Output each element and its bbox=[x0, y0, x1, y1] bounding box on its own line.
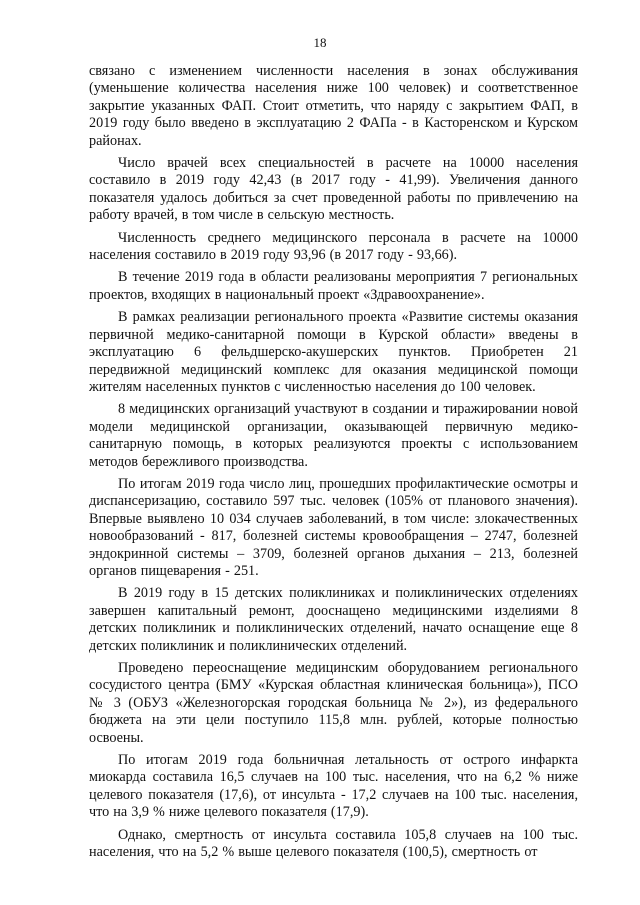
paragraph-10: По итогам 2019 года больничная летальность от острого инфаркта миокарда составила 16,5 случаев на 100 тыс. населения, что на 6,2 % ниже целевого показателя (17,6), от инсульта - 17,2 случаев на 100 тыс. населения, что на 3,9 % ниже целевого показателя (17,9). bbox=[89, 752, 578, 821]
paragraph-11: Однако, смертность от инсульта составила 105,8 случаев на 100 тыс. населения, что на 5,2 % выше целевого показателя (100,5), смертность от bbox=[89, 826, 578, 861]
paragraph-8: В 2019 году в 15 детских поликлиниках и поликлинических отделениях завершен капитальный ремонт, дооснащено медицинскими изделиями 8 детских поликлиник и поликлинических отделений, начато оснащение еще 8 детских поликлиник и поликлинических отделений. bbox=[89, 585, 578, 654]
page-number: 18 bbox=[313, 35, 327, 50]
paragraph-9: Проведено переоснащение медицинским оборудованием регионального сосудистого центра (БМУ «Курская областная клиническая больница»), ПСО № 3 (ОБУЗ «Железногорская городская больница № 2»), из федерального бюджета на эти цели поступило 115,8 млн. рублей, которые полностью освоены. bbox=[89, 660, 578, 746]
paragraph-5: В рамках реализации регионального проекта «Развитие системы оказания первичной медико-санитарной помощи в Курской области» введены в эксплуатацию 6 фельдшерско-акушерских пунктов. Приобретен 21 передвижной медицинский комплекс для оказания медицинской помощи жителям населенных пунктов с численностью населения до 100 человек. bbox=[89, 309, 578, 395]
paragraph-2: Число врачей всех специальностей в расчете на 10000 населения составило в 2019 году 42,43 (в 2017 году - 41,99). Увеличения данного показателя удалось добиться за счет проведенной работы по привлечению на работу врачей, в том числе в сельскую местность. bbox=[89, 155, 578, 224]
paragraph-1: связано с изменением численности населения в зонах обслуживания (уменьшение количества населения ниже 100 человек) и соответственное закрытие указанных ФАП. Стоит отметить, что наряду с закрытием ФАП, в 2019 году было введено в эксплуатацию 2 ФАПа - в Касторенском и Курском районах. bbox=[89, 63, 578, 149]
paragraph-4: В течение 2019 года в области реализованы мероприятия 7 региональных проектов, входящих в национальный проект «Здравоохранение». bbox=[89, 269, 578, 303]
paragraph-3: Численность среднего медицинского персонала в расчете на 10000 населения составило в 2019 году 93,96 (в 2017 году - 93,66). bbox=[89, 229, 578, 264]
paragraph-6: 8 медицинских организаций участвуют в создании и тиражировании новой модели медицинской организации, оказывающей первичную медико-санитарную помощь, в которых реализуются проекты с использованием методов бережливого производства. bbox=[89, 401, 578, 470]
document-body bbox=[89, 63, 578, 866]
paragraph-7: По итогам 2019 года число лиц, прошедших профилактические осмотры и диспансеризацию, составило 597 тыс. человек (105% от планового значения). Впервые выявлено 10 034 случаев заболеваний, в том числе: злокачественных новообразований - 817, болезней системы кровообращения – 2747, болезней эндокринной системы – 3709, болезней органов дыхания – 213, болезней органов пищеварения - 251. bbox=[89, 475, 578, 579]
